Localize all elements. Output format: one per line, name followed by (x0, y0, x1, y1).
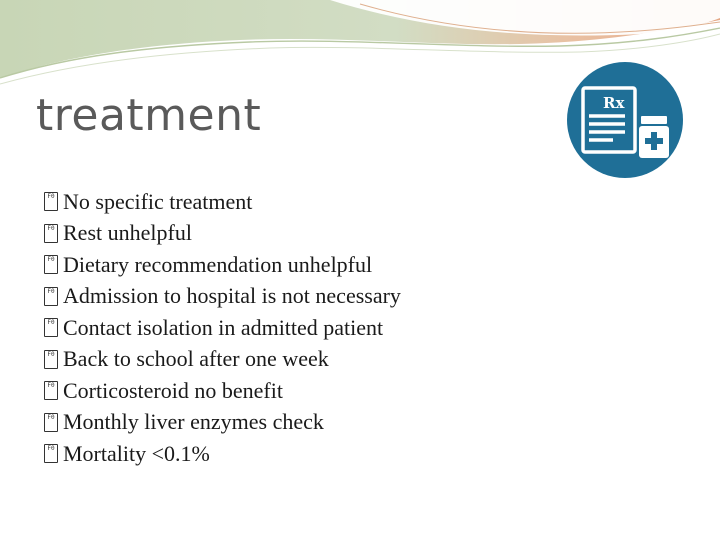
bullet-item-4 (44, 312, 664, 344)
bullet-item-5 (44, 344, 664, 376)
bullet-text: Admission to hospital is not necessary (63, 283, 401, 309)
rx-label: Rx (603, 94, 625, 112)
treatment-bullet-list (44, 186, 664, 470)
missing-glyph-icon: F0 (44, 350, 58, 369)
bullet-item-2 (44, 249, 664, 281)
missing-glyph-icon: F0 (44, 255, 58, 274)
missing-glyph-icon: F0 (44, 413, 58, 432)
missing-glyph-icon: F0 (44, 192, 58, 211)
missing-glyph-icon: F0 (44, 224, 58, 243)
bullet-item-8 (44, 438, 664, 470)
bullet-text: Mortality <0.1% (63, 440, 210, 466)
bullet-text: Dietary recommendation unhelpful (63, 251, 373, 277)
missing-glyph-icon: F0 (44, 287, 58, 306)
bullet-item-1 (44, 218, 664, 250)
bullet-text: Back to school after one week (63, 346, 329, 372)
bullet-item-6 (44, 375, 664, 407)
bullet-text: Corticosteroid no benefit (63, 377, 283, 403)
bullet-text: No specific treatment (63, 188, 253, 214)
bullet-text: Rest unhelpful (63, 220, 192, 246)
prescription-icon (563, 60, 687, 180)
slide-title: treatment (36, 90, 262, 141)
bullet-text: Contact isolation in admitted patient (63, 314, 384, 340)
bullet-item-7 (44, 407, 664, 439)
missing-glyph-icon: F0 (44, 318, 58, 337)
missing-glyph-icon: F0 (44, 444, 58, 463)
bullet-item-3 (44, 281, 664, 313)
missing-glyph-icon: F0 (44, 381, 58, 400)
bullet-text: Monthly liver enzymes check (63, 409, 324, 435)
bullet-item-0 (44, 186, 664, 218)
